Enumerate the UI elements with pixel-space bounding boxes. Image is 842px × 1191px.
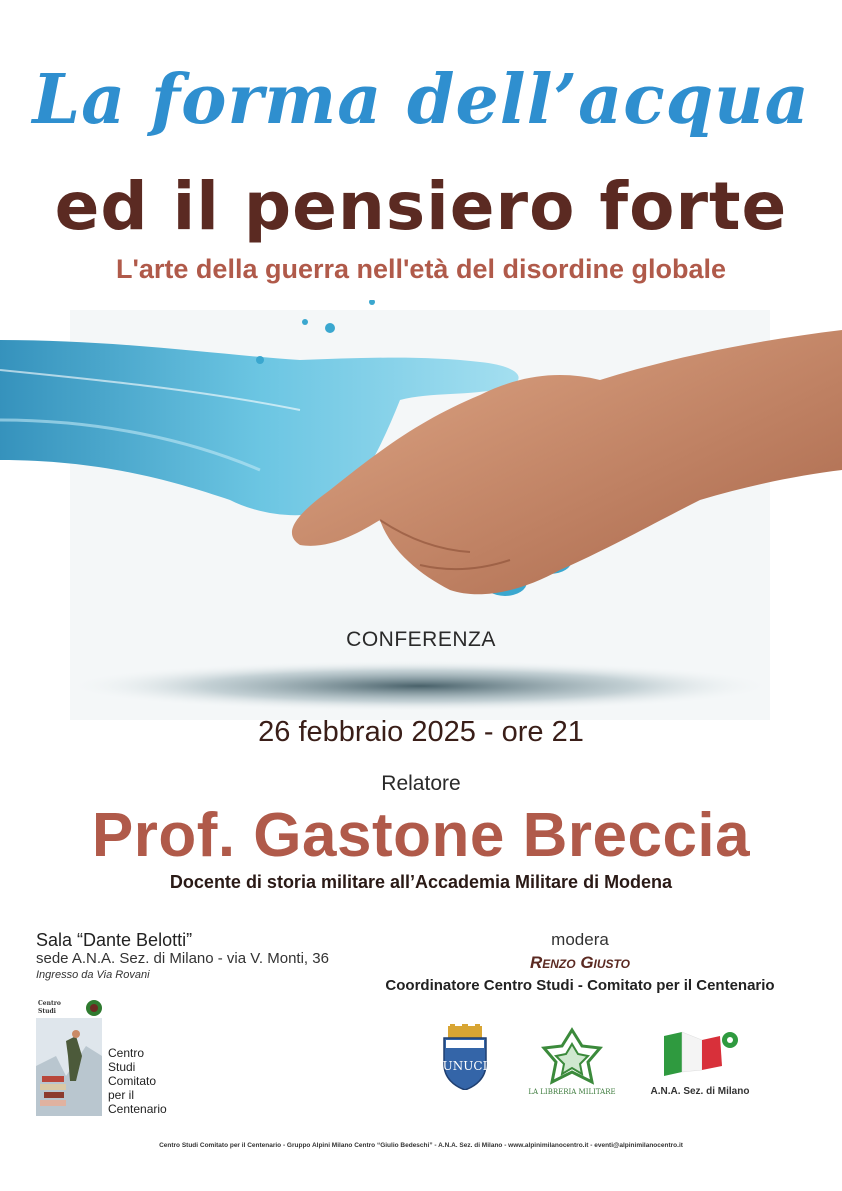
speaker-role-label: Relatore: [381, 772, 461, 795]
milano-crest-icon: [440, 1024, 490, 1090]
centro-studi-line: Studi: [108, 1060, 136, 1074]
event-date-time: 26 febbraio 2025 - ore 21: [258, 716, 584, 748]
centro-studi-logo: [36, 996, 102, 1116]
svg-text:Centro: Centro: [38, 1000, 61, 1007]
speaker-name: Prof. Gastone Breccia: [91, 801, 751, 870]
handshake-illustration: [0, 300, 842, 720]
moderator-label: modera: [551, 930, 609, 949]
moderator-name: Renzo Giusto: [529, 953, 630, 972]
centro-studi-line: Centenario: [108, 1102, 167, 1116]
speaker-description: Docente di storia militare all’Accademia Militare di Modena: [169, 872, 673, 892]
title-line-1: La forma dell’acqua: [32, 60, 810, 140]
title-line-2: ed il pensiero forte: [54, 168, 788, 245]
centro-studi-line: Comitato: [108, 1074, 157, 1088]
venue-name: Sala “Dante Belotti”: [36, 930, 193, 950]
libreria-militare-logo: [536, 1026, 608, 1096]
footer-text: Centro Studi Comitato per il Centenario - Gruppo Alpini Milano Centro “Giulio Bedeschi” - A.N.A. Sez. di Milano - www.alpinimilanocentro.it - eventi@alpinimilanocentro.it: [159, 1142, 683, 1149]
ana-milano-label: A.N.A. Sez. di Milano: [650, 1086, 750, 1097]
subtitle: L'arte della guerra nell'età del disordine globale: [115, 254, 726, 284]
centro-studi-line: per il: [108, 1088, 135, 1102]
libreria-militare-label: LA LIBRERIA MILITARE: [528, 1088, 616, 1096]
centro-studi-line: Centro: [108, 1046, 145, 1060]
venue-entrance: Ingresso da Via Rovani: [36, 969, 150, 981]
ana-flag-logo: [660, 1026, 740, 1078]
svg-text:Studi: Studi: [38, 1008, 56, 1015]
venue-address: sede A.N.A. Sez. di Milano - via V. Monti, 36: [36, 950, 329, 967]
floor-shadow: [60, 660, 780, 712]
centro-studi-text: [108, 1046, 167, 1116]
svg-text:UNUCI: UNUCI: [442, 1059, 488, 1073]
event-type: CONFERENZA: [346, 628, 496, 651]
moderator-role: Coordinatore Centro Studi - Comitato per il Centenario: [385, 977, 775, 994]
